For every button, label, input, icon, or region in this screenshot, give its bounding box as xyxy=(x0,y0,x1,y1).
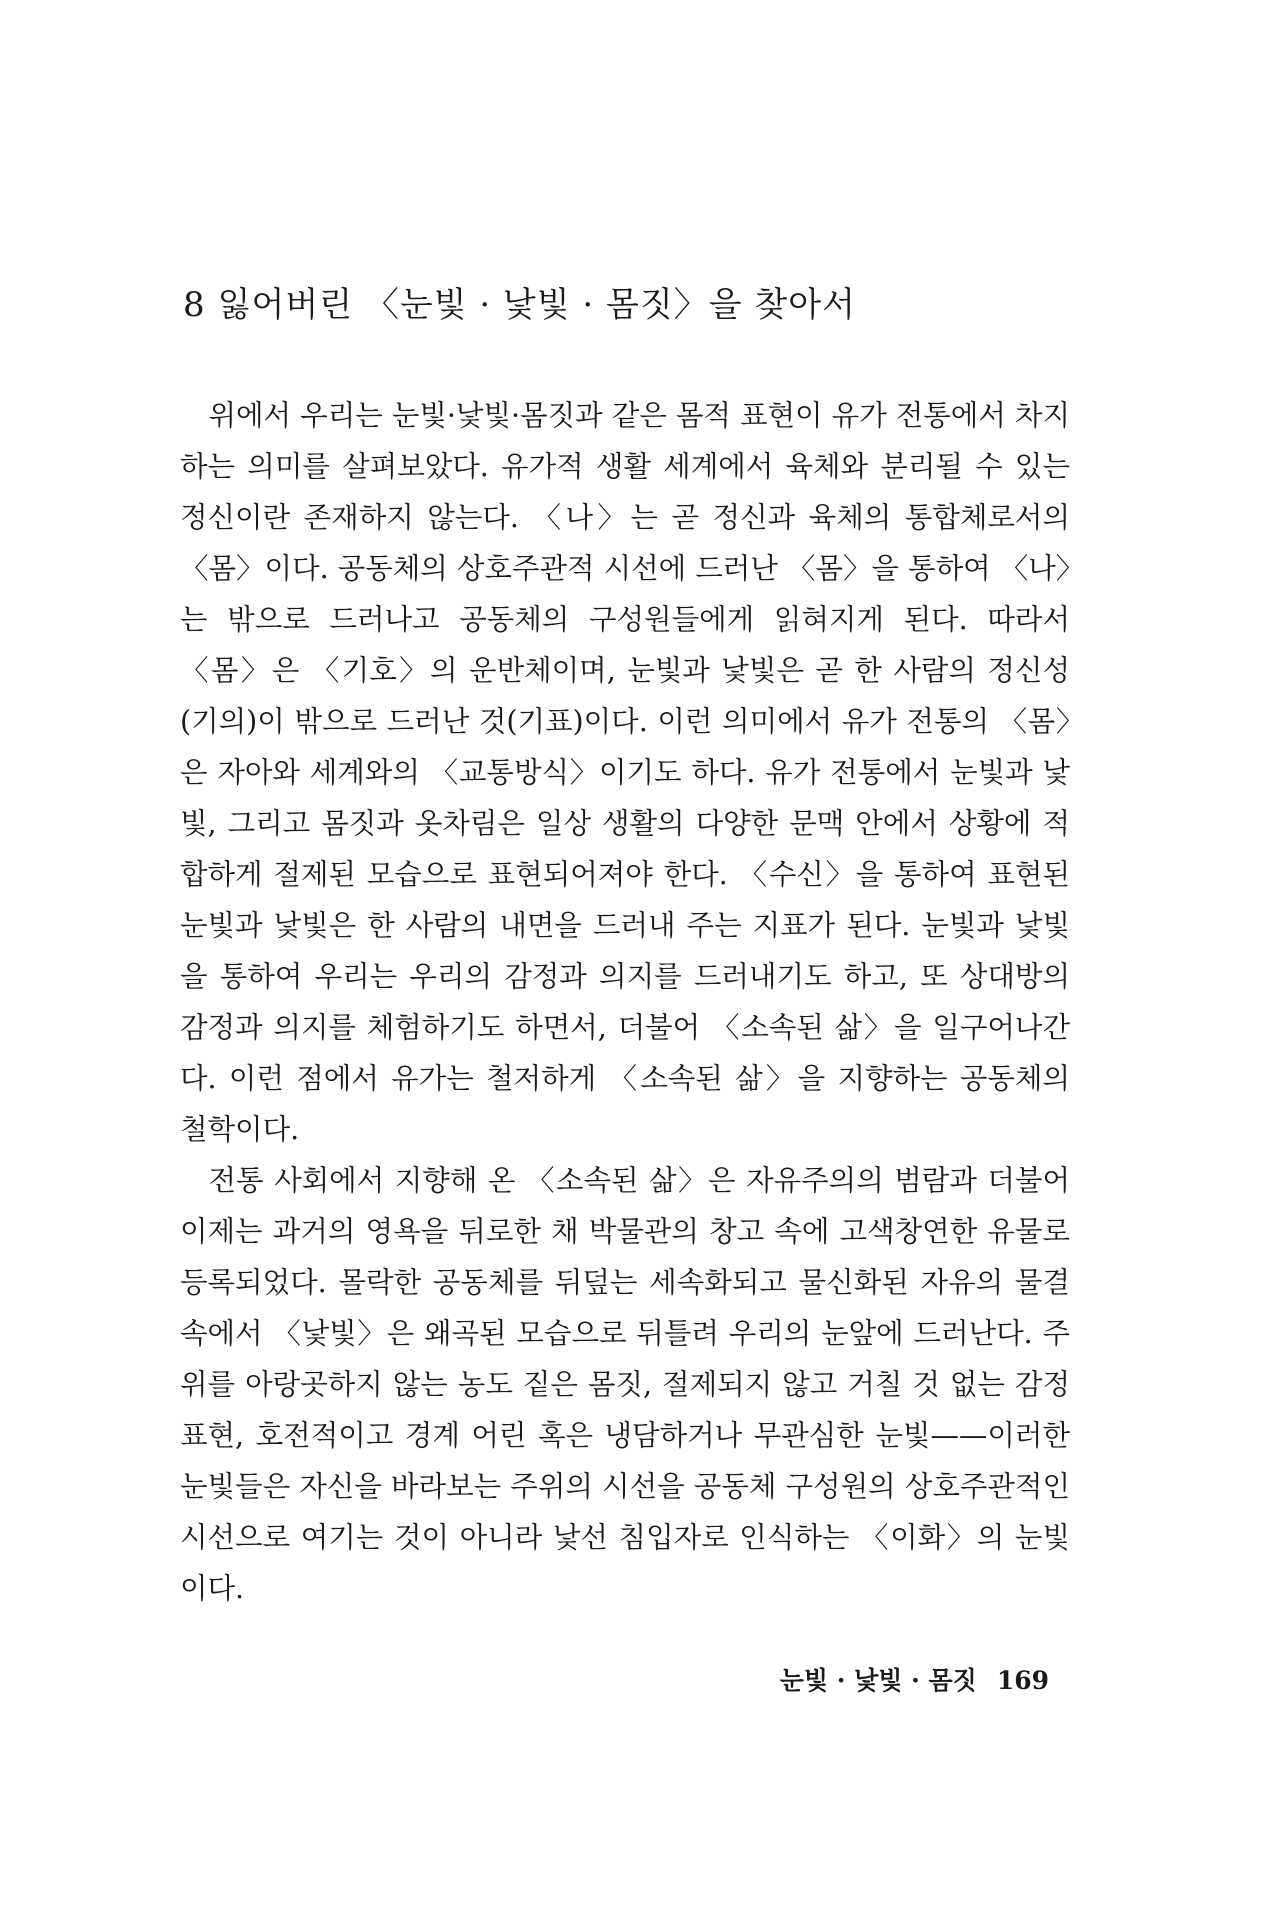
section-heading xyxy=(183,282,1083,328)
section-title: 잃어버린 〈눈빛 · 낯빛 · 몸짓〉을 찾아서 xyxy=(217,285,856,325)
page-number: 169 xyxy=(996,1666,1049,1695)
running-title: 눈빛 · 낯빛 · 몸짓 xyxy=(779,1666,977,1695)
page-footer xyxy=(780,1664,1049,1698)
paragraph-1: 위에서 우리는 눈빛·낯빛·몸짓과 같은 몸적 표현이 유가 전통에서 차지하는 의미를 살펴보았다. 유가적 생활 세계에서 육체와 분리될 수 있는 정신이란 존재하지 않는다. 〈나〉는 곧 정신과 육체의 통합체로서의 〈몸〉이다. 공동체의 상호주관적 시선에 드러난 〈몸〉을 통하여 〈나〉는 밖으로 드러나고 공동체의 구성원들에게 읽혀지게 된다. 따라서 〈몸〉은 〈기호〉의 운반체이며, 눈빛과 낯빛은 곧 한 사람의 정신성(기의)이 밖으로 드러난 것(기표)이다. 이런 의미에서 유가 전통의 〈몸〉은 자아와 세계와의 〈교통방식〉이기도 하다. 유가 전통에서 눈빛과 낯빛, 그리고 몸짓과 옷차림은 일상 생활의 다양한 문맥 안에서 상황에 적합하게 절제된 모습으로 표현되어져야 한다. 〈수신〉을 통하여 표현된 눈빛과 낯빛은 한 사람의 내면을 드러내 주는 지표가 된다. 눈빛과 낯빛을 통하여 우리는 우리의 감정과 의지를 드러내기도 하고, 또 상대방의 감정과 의지를 체험하기도 하면서, 더불어 〈소속된 삶〉을 일구어나간다. 이런 점에서 유가는 철저하게 〈소속된 삶〉을 지향하는 공동체의 철학이다. xyxy=(180,399,1070,1146)
paragraph-2: 전통 사회에서 지향해 온 〈소속된 삶〉은 자유주의의 범람과 더불어 이제는 과거의 영욕을 뒤로한 채 박물관의 창고 속에 고색창연한 유물로 등록되었다. 몰락한 공동체를 뒤덮는 세속화되고 물신화된 자유의 물결 속에서 〈낯빛〉은 왜곡된 모습으로 뒤틀려 우리의 눈앞에 드러난다. 주위를 아랑곳하지 않는 농도 짙은 몸짓, 절제되지 않고 거칠 것 없는 감정 표현, 호전적이고 경계 어린 혹은 냉담하거나 무관심한 눈빛——이러한 눈빛들은 자신을 바라보는 주위의 시선을 공동체 구성원의 상호주관적인 시선으로 여기는 것이 아니라 낯선 침입자로 인식하는 〈이화〉의 눈빛이다. xyxy=(180,1164,1070,1605)
body-text xyxy=(180,390,1070,1614)
section-number: 8 xyxy=(183,285,206,325)
